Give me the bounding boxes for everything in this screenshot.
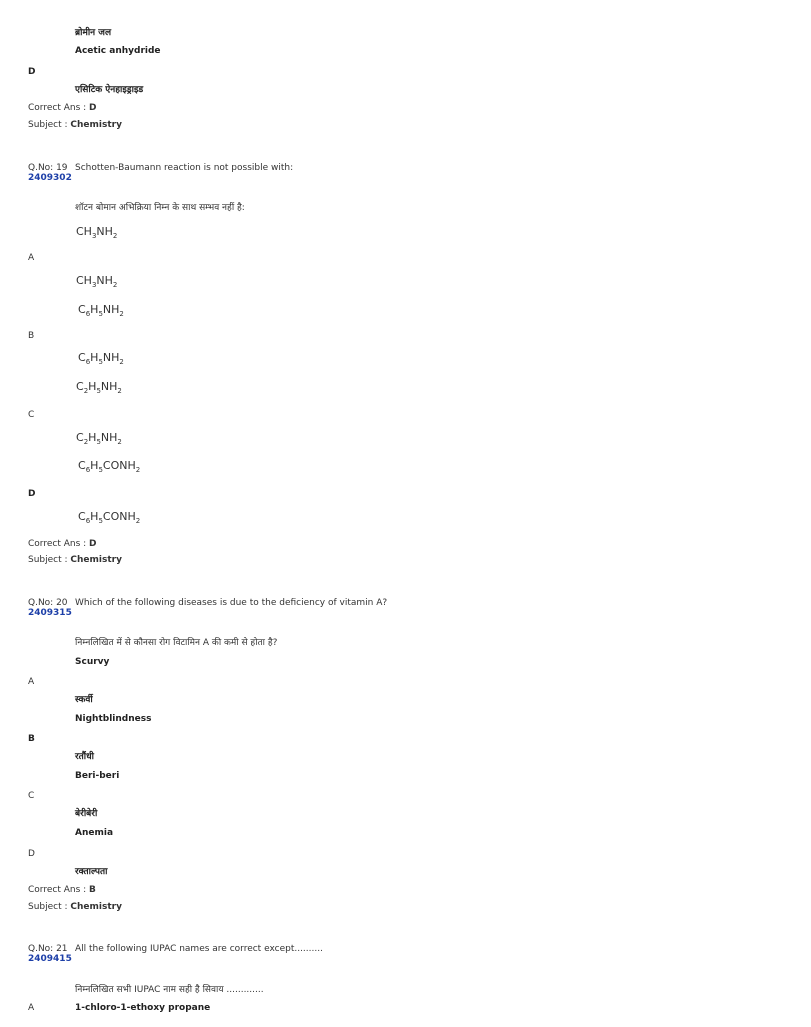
q20-option-d-hindi: रक्ताल्पता [75, 867, 108, 877]
q21-option-a-letter: A [28, 1003, 35, 1013]
subject-value: Chemistry [70, 120, 122, 130]
q19-option-a-english: $CH_3NH_2$ [76, 225, 118, 240]
q20-number: Q.No: 20 [28, 598, 68, 608]
subject-value: Chemistry [70, 555, 122, 565]
q19-option-c-hindi: $C_2H_5NH_2$ [76, 431, 122, 446]
q19-correct-answer [28, 540, 97, 549]
q21-question-id: 2409415 [28, 954, 72, 964]
q19-option-c-letter: C [28, 410, 35, 420]
q20-option-c-english: Beri-beri [75, 771, 120, 781]
q21-question-english: All the following IUPAC names are correct except.......... [75, 944, 323, 954]
q20-option-c-letter: C [28, 791, 35, 801]
q18-subject [28, 121, 122, 130]
q18-correct-answer [28, 104, 97, 113]
q19-question-hindi: शॉटन बोमान अभिक्रिया निम्न के साथ सम्भव नहीं है: [75, 203, 245, 213]
q20-subject [28, 903, 122, 912]
q20-correct-answer [28, 886, 96, 895]
q20-option-b-hindi: रतौंधी [75, 752, 95, 762]
correct-answer-value: D [89, 103, 97, 113]
q19-option-b-letter: B [28, 331, 35, 341]
q20-option-d-letter: D [28, 849, 35, 859]
q19-option-b-hindi: $C_6H_5NH_2$ [78, 351, 124, 366]
q19-option-c-english: $C_2H_5NH_2$ [76, 380, 122, 395]
q18-option-d-english: Acetic anhydride [75, 46, 161, 56]
q18-option-d-hindi: एसिटिक ऐनहाइड्राइड [75, 85, 144, 95]
subject-label: Subject : [28, 902, 68, 912]
q20-question-id: 2409315 [28, 608, 72, 618]
q19-question-english: Schotten-Baumann reaction is not possible with: [75, 163, 294, 173]
q19-number: Q.No: 19 [28, 163, 68, 173]
q21-question-hindi: निम्नलिखित सभी IUPAC नाम सही है सिवाय ............. [75, 985, 264, 995]
q20-question-english: Which of the following diseases is due to the deficiency of vitamin A? [75, 598, 388, 608]
q19-option-a-hindi: $CH_3NH_2$ [76, 274, 118, 289]
correct-answer-value: D [89, 539, 97, 549]
q20-option-a-english: Scurvy [75, 657, 110, 667]
q19-question-id: 2409302 [28, 173, 72, 183]
subject-value: Chemistry [70, 902, 122, 912]
q20-option-a-hindi: स्कर्वी [75, 695, 93, 705]
q19-option-a-letter: A [28, 253, 35, 263]
q20-option-b-english: Nightblindness [75, 714, 152, 724]
q18-option-c-hindi: ब्रोमीन जल [75, 28, 112, 38]
subject-label: Subject : [28, 120, 68, 130]
q19-option-d-english: $C_6H_5CONH_2$ [78, 459, 141, 474]
q20-option-c-hindi: बेरीबेरी [75, 809, 98, 819]
q20-option-b-letter: B [28, 734, 35, 744]
correct-answer-value: B [89, 885, 96, 895]
q19-option-d-letter: D [28, 489, 36, 499]
q19-option-b-english: $C_6H_5NH_2$ [78, 303, 124, 318]
q20-option-d-english: Anemia [75, 828, 114, 838]
q20-option-a-letter: A [28, 677, 35, 687]
subject-label: Subject : [28, 555, 68, 565]
q21-number: Q.No: 21 [28, 944, 68, 954]
q19-option-d-hindi: $C_6H_5CONH_2$ [78, 510, 141, 525]
correct-answer-label: Correct Ans : [28, 539, 87, 549]
q21-option-a-english: 1-chloro-1-ethoxy propane [75, 1003, 211, 1013]
q19-subject [28, 556, 122, 565]
correct-answer-label: Correct Ans : [28, 103, 87, 113]
q18-option-d-letter: D [28, 67, 36, 77]
correct-answer-label: Correct Ans : [28, 885, 87, 895]
q20-question-hindi: निम्नलिखित में से कौनसा रोग विटामिन A की कमी से होता है? [75, 638, 278, 648]
